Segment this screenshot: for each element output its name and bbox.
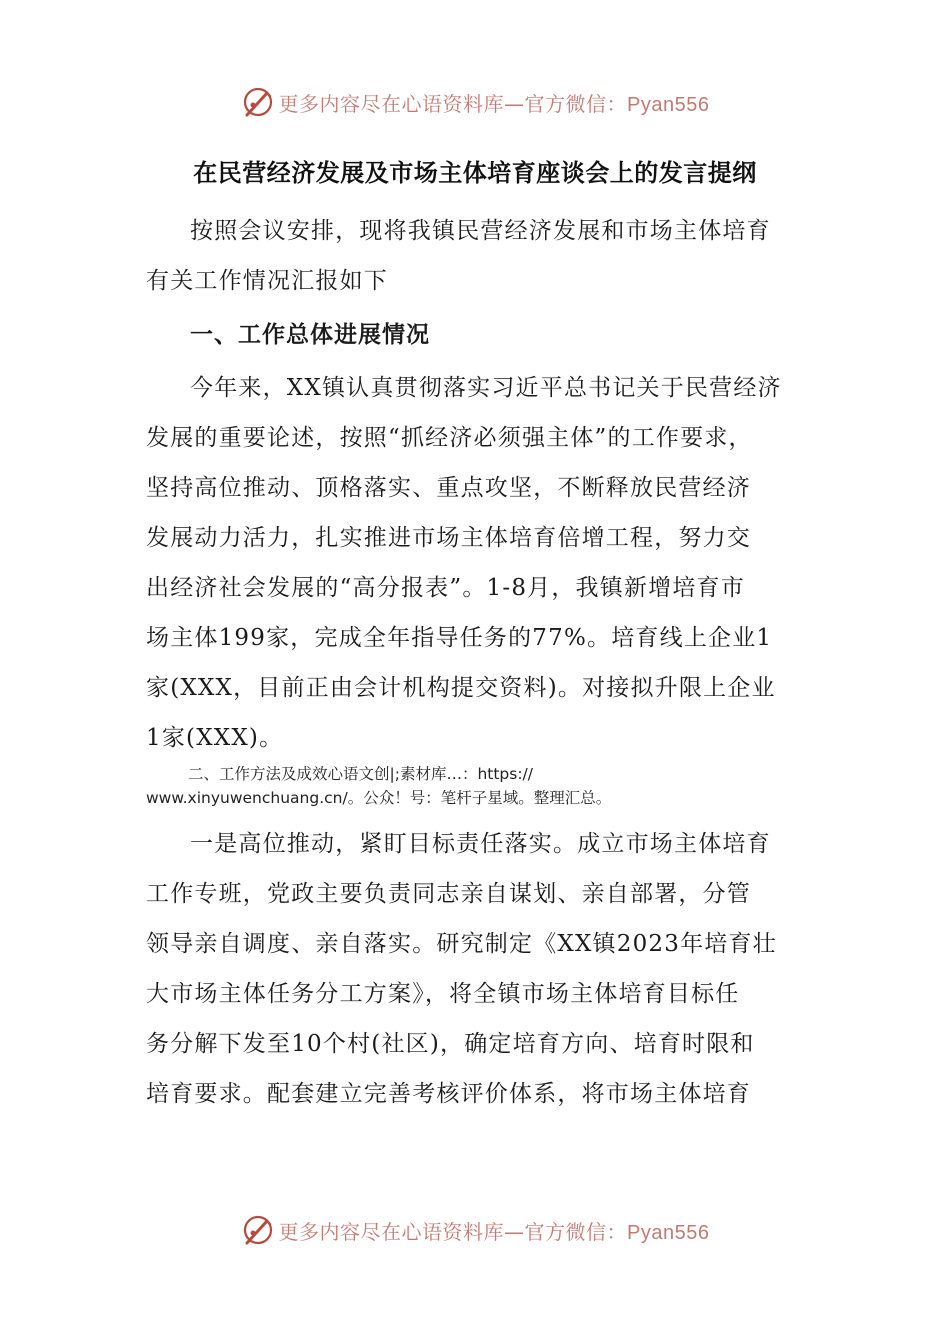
document-title: 在民营经济发展及市场主体培育座谈会上的发言提纲 <box>193 158 757 187</box>
watermark-text: 更多内容尽在心语资料库—官方微信：Pyan556 <box>278 1219 710 1244</box>
paragraph-line: 工作专班，党政主要负责同志亲自谋划、亲自部署，分管 <box>146 881 751 907</box>
pen-logo-icon <box>241 1213 275 1247</box>
paragraph-line: 一是高位推动，紧盯目标责任落实。成立市场主体培育 <box>190 831 771 857</box>
source-note: www.xinyuwenchuang.cn/。公众！号：笔杆子星域。整理汇总。 <box>146 789 612 807</box>
paragraph-line: 1家(XXX)。 <box>146 725 284 751</box>
intro-line: 按照会议安排，现将我镇民营经济发展和市场主体培育 <box>190 218 771 244</box>
intro-line: 有关工作情况汇报如下 <box>146 268 388 294</box>
watermark-text: 更多内容尽在心语资料库—官方微信：Pyan556 <box>278 91 710 116</box>
paragraph-line: 发展的重要论述，按照“抓经济必须强主体”的工作要求， <box>146 425 753 451</box>
paragraph-line: 出经济社会发展的“高分报表”。1-8月，我镇新增培育市 <box>146 575 745 601</box>
paragraph-line: 务分解下发至10个村(社区)，确定培育方向、培育时限和 <box>146 1031 755 1057</box>
paragraph-line: 场主体199家，完成全年指导任务的77%。培育线上企业1 <box>146 625 773 651</box>
header-watermark <box>0 82 950 122</box>
footer-watermark <box>0 1210 950 1250</box>
paragraph-line: 领导亲自调度、亲自落实。研究制定《XX镇2023年培育壮 <box>146 931 777 957</box>
paragraph-line: 今年来，XX镇认真贯彻落实习近平总书记关于民营经济 <box>190 375 782 401</box>
paragraph-line: 培育要求。配套建立完善考核评价体系，将市场主体培育 <box>146 1081 751 1107</box>
paragraph-line: 家(XXX，目前正由会计机构提交资料)。对接拟升限上企业 <box>146 675 776 701</box>
paragraph-line: 大市场主体任务分工方案》，将全镇市场主体培育目标任 <box>146 981 740 1007</box>
section-heading: 一、工作总体进展情况 <box>190 321 430 348</box>
paragraph-line: 坚持高位推动、顶格落实、重点攻坚，不断释放民营经济 <box>146 475 751 501</box>
paragraph-line: 发展动力活力，扎实推进市场主体培育倍增工程，努力交 <box>146 525 751 551</box>
section-heading-small: 二、工作方法及成效心语文创|;素材库…：https:// <box>188 765 534 783</box>
pen-logo-icon <box>241 85 275 119</box>
